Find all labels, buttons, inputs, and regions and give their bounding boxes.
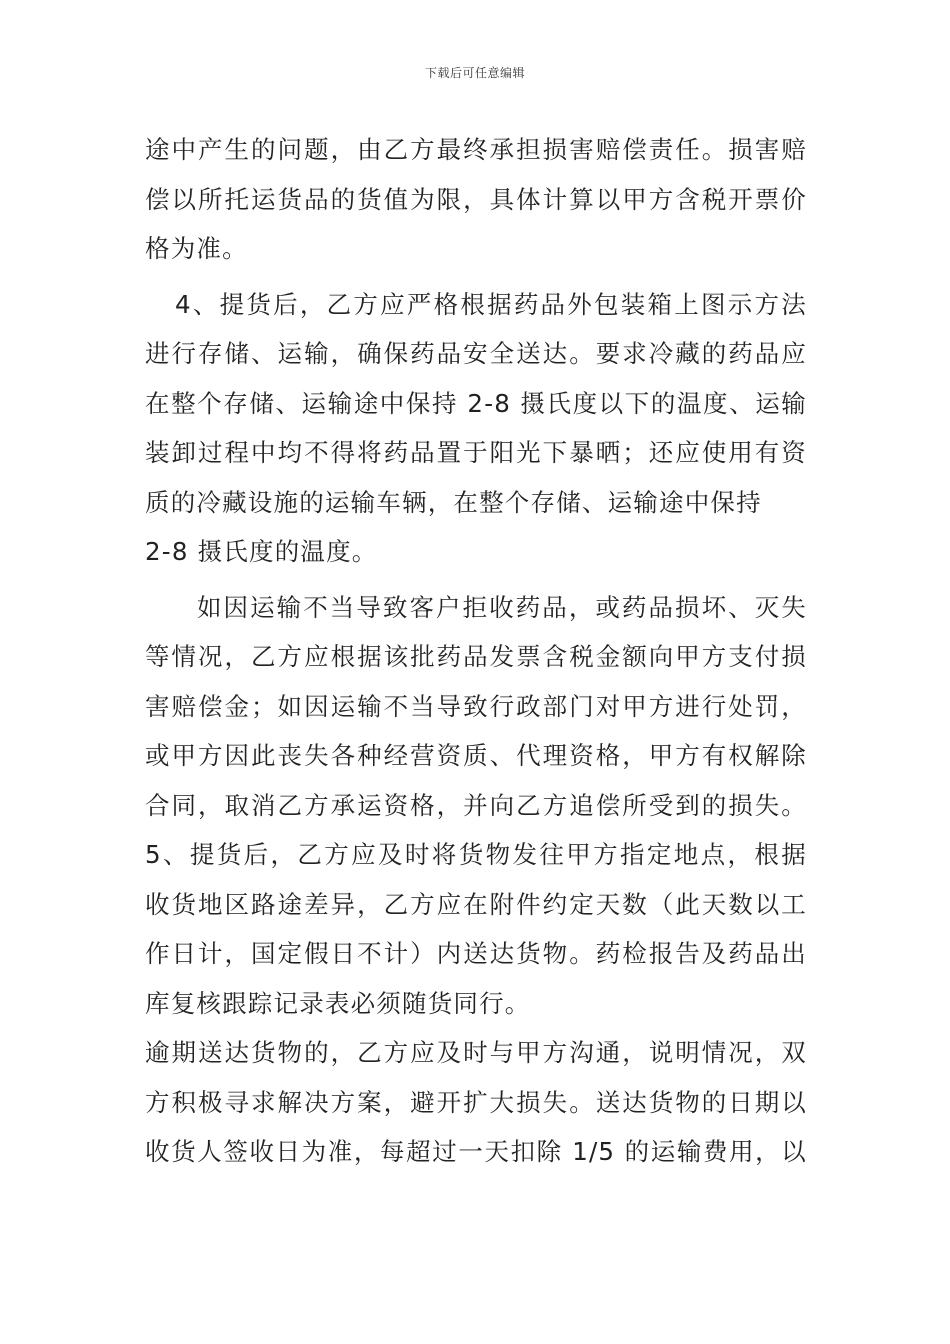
text-line: 方积极寻求解决方案，避开扩大损失。送达货物的日期以 — [145, 1087, 807, 1117]
text-line: 库复核跟踪记录表必须随货同行。 — [145, 988, 531, 1018]
text-line: 收货地区路途差异，乙方应在附件约定天数（此天数以工 — [145, 889, 807, 919]
text-line: 害赔偿金；如因运输不当导致行政部门对甲方进行处罚， — [145, 691, 807, 721]
text-line: 4、提货后，乙方应严格根据药品外包装箱上图示方法 — [175, 289, 807, 319]
page-header: 下载后可任意编辑 — [424, 66, 525, 80]
text-line: 格为准。 — [145, 234, 248, 263]
text-line: 或甲方因此丧失各种经营资质、代理资格，甲方有权解除 — [145, 741, 807, 770]
text-line: 合同，取消乙方承运资格，并向乙方追偿所受到的损失。 — [145, 790, 807, 820]
text-line: 5、提货后，乙方应及时将货物发往甲方指定地点，根据 — [145, 840, 807, 869]
paragraph-compensation — [145, 583, 807, 831]
paragraph-late-delivery — [145, 1028, 807, 1177]
text-line: 作日计，国定假日不计）内送达货物。药检报告及药品出 — [145, 939, 807, 968]
text-line: 装卸过程中均不得将药品置于阳光下暴晒；还应使用有资 — [145, 438, 807, 467]
document-body — [145, 125, 807, 1177]
text-line: 收货人签收日为准，每超过一天扣除 1/5 的运输费用，以 — [145, 1137, 807, 1166]
text-line: 途中产生的问题，由乙方最终承担损害赔偿责任。损害赔 — [145, 135, 807, 164]
text-line: 2-8 摄氏度的温度。 — [145, 537, 378, 566]
text-line: 偿以所托运货品的货值为限，具体计算以甲方含税开票价 — [145, 184, 807, 214]
text-line: 逾期送达货物的，乙方应及时与甲方沟通，说明情况，双 — [145, 1038, 807, 1067]
text-line: 如因运输不当导致客户拒收药品，或药品损坏、灭失 — [197, 592, 807, 622]
text-line: 进行存储、运输，确保药品安全送达。要求冷藏的药品应 — [145, 339, 807, 368]
paragraph-clause-5 — [145, 830, 807, 1028]
text-line: 在整个存储、运输途中保持 2-8 摄氏度以下的温度、运输 — [145, 388, 807, 418]
paragraph-clause-4 — [145, 280, 807, 577]
text-line: 质的冷藏设施的运输车辆，在整个存储、运输途中保持 — [145, 487, 762, 517]
paragraph-liability — [145, 125, 807, 274]
text-line: 等情况，乙方应根据该批药品发票含税金额向甲方支付损 — [145, 642, 807, 671]
